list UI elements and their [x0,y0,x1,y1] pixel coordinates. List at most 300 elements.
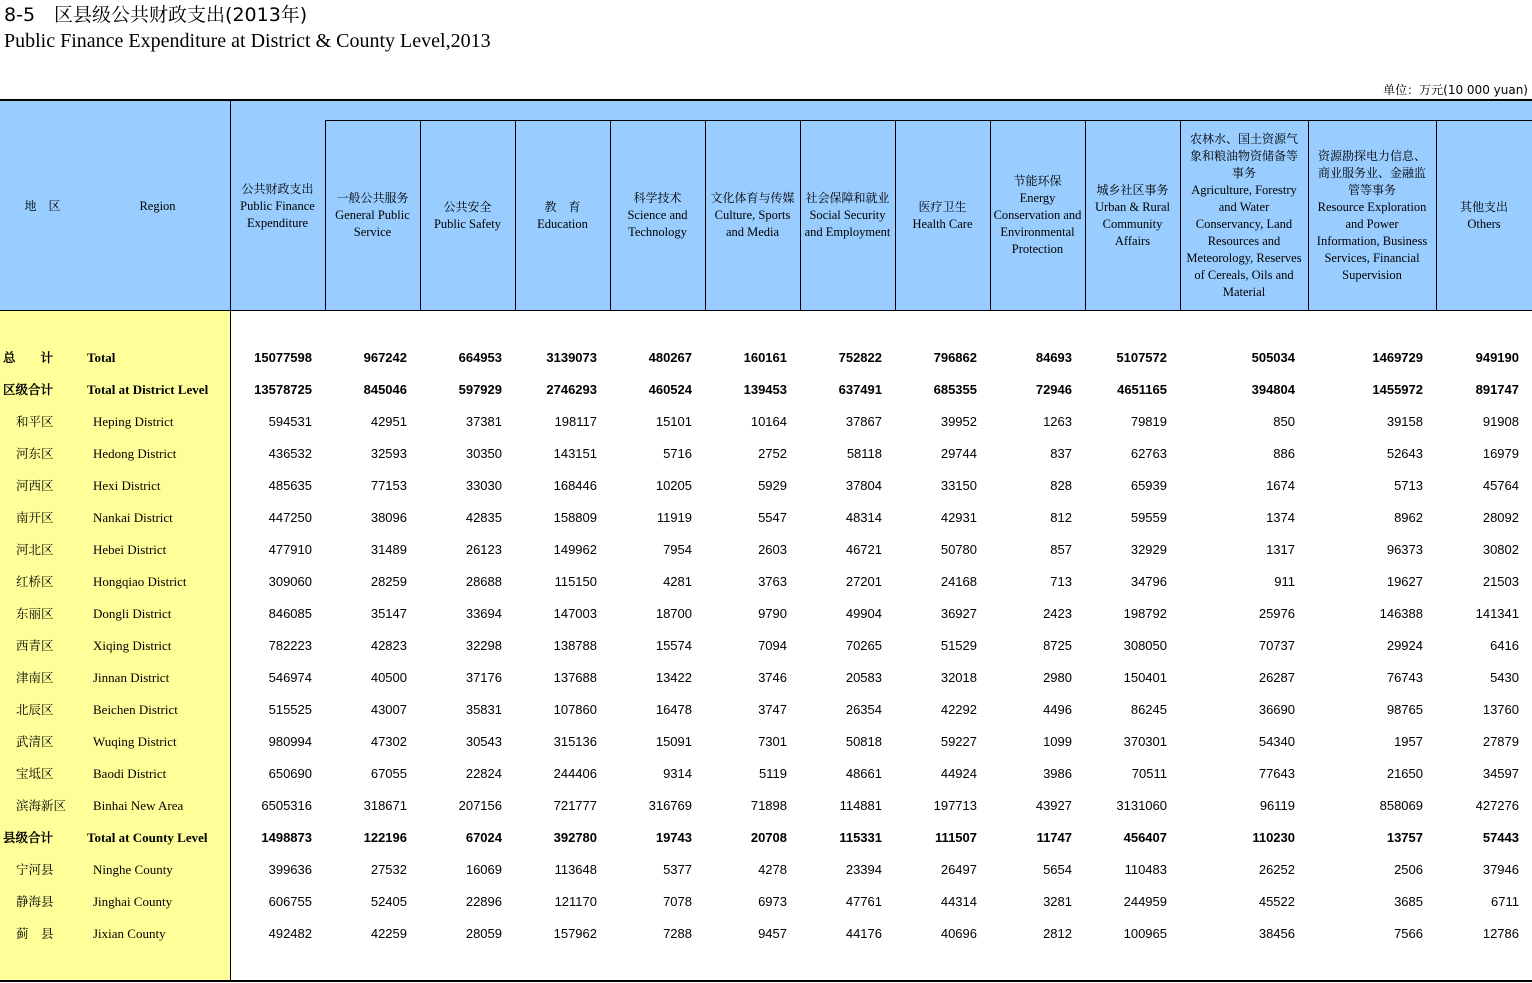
data-cell: 59559 [1130,510,1167,525]
data-cell: 31489 [370,542,407,557]
column-header [515,120,610,311]
data-cell: 15077598 [254,350,312,365]
data-cell: 845046 [363,382,407,397]
data-cell: 6505316 [261,798,312,813]
row-label-zh: 区级合计 [3,382,54,397]
data-cell: 77643 [1258,766,1295,781]
data-cell: 7954 [663,542,692,557]
data-cell: 141341 [1475,606,1519,621]
data-cell: 7301 [758,734,787,749]
data-cell: 2603 [758,542,787,557]
data-cell: 3685 [1394,894,1423,909]
data-cell: 33694 [465,606,502,621]
row-label-en: Ninghe County [93,862,173,877]
row-label-zh: 宁河县 [16,862,54,877]
column-header-en: Culture, Sports and Media [714,208,791,239]
row-label-en: Baodi District [93,766,167,781]
data-cell: 111507 [935,830,977,845]
data-cell: 980994 [268,734,312,749]
data-cell: 39158 [1386,414,1423,429]
row-label-en: Wuqing District [93,734,177,749]
data-cell: 21503 [1482,574,1519,589]
column-header-en: Science and Technology [627,208,688,239]
row-label-zh: 总 计 [3,350,54,365]
table-row [0,534,1532,566]
data-cell: 3986 [1043,766,1072,781]
data-cell: 9790 [758,606,787,621]
data-cell: 28059 [465,926,502,941]
data-cell: 5929 [758,478,787,493]
row-label-zh: 和平区 [16,414,54,429]
column-header-zh: 社会保障和就业 [805,191,890,205]
column-header [325,120,420,311]
row-label-zh: 东丽区 [16,606,54,621]
data-cell: 16069 [465,862,502,877]
data-cell: 122196 [363,830,407,845]
data-cell: 30802 [1482,542,1519,557]
data-cell: 38096 [370,510,407,525]
data-cell: 43927 [1035,798,1072,813]
data-cell: 138788 [553,638,597,653]
column-header [895,120,990,311]
data-cell: 70511 [1131,766,1167,781]
data-cell: 62763 [1130,446,1167,461]
data-cell: 37867 [845,414,882,429]
column-header-en: General Public Service [335,208,410,239]
table-row [0,566,1532,598]
column-header [230,101,325,311]
data-cell: 29924 [1386,638,1423,653]
data-cell: 6416 [1490,638,1519,653]
data-cell: 315136 [553,734,597,749]
table-row [0,438,1532,470]
data-cell: 59227 [940,734,977,749]
column-header-en: Education [537,216,588,231]
data-cell: 399636 [268,862,312,877]
table-row [0,758,1532,790]
data-cell: 16979 [1482,446,1519,461]
row-label-en: Total at County Level [87,830,208,845]
data-cell: 198117 [554,414,597,429]
data-cell: 796862 [933,350,977,365]
row-label-zh: 滨海新区 [16,798,67,813]
data-cell: 5547 [758,510,787,525]
data-cell: 8725 [1043,638,1072,653]
data-cell: 1674 [1266,478,1295,493]
table-bottom-rule [0,980,1532,982]
data-cell: 72946 [1035,382,1072,397]
data-cell: 20708 [750,830,787,845]
data-cell: 309060 [268,574,312,589]
data-cell: 37176 [465,670,502,685]
data-cell: 5377 [663,862,692,877]
data-cell: 42951 [370,414,407,429]
data-cell: 42259 [370,926,407,941]
data-cell: 48314 [845,510,882,525]
data-cell: 812 [1050,510,1072,525]
data-cell: 19627 [1386,574,1423,589]
data-cell: 456407 [1123,830,1167,845]
data-cell: 2980 [1043,670,1072,685]
data-cell: 850 [1273,414,1295,429]
data-cell: 160161 [743,350,787,365]
data-cell: 45764 [1482,478,1519,493]
data-cell: 42823 [370,638,407,653]
data-cell: 98765 [1386,702,1423,717]
row-label-en: Beichen District [93,702,178,717]
row-label-zh: 红桥区 [16,574,54,589]
column-header-en: Social Security and Employment [804,208,891,239]
row-label-en: Jixian County [93,926,166,941]
data-cell: 27532 [370,862,407,877]
data-cell: 967242 [363,350,407,365]
data-cell: 5119 [759,766,787,781]
data-cell: 70265 [845,638,882,653]
data-cell: 39952 [940,414,977,429]
row-label-zh: 静海县 [16,894,54,909]
data-cell: 15091 [655,734,692,749]
data-cell: 32298 [465,638,502,653]
data-cell: 115331 [839,830,882,845]
data-cell: 492482 [268,926,312,941]
page-title-en: Public Finance Expenditure at District & County Level,2013 [4,30,491,52]
data-cell: 20583 [845,670,882,685]
data-cell: 30543 [465,734,502,749]
data-cell: 121170 [554,894,597,909]
data-cell: 685355 [933,382,977,397]
data-cell: 38456 [1258,926,1295,941]
data-cell: 27201 [845,574,882,589]
column-header [1180,120,1308,311]
column-header-en: Energy Conservation and Environmental Protection [993,191,1082,256]
data-cell: 168446 [553,478,597,493]
column-header-en: Urban & Rural Community Affairs [1095,199,1170,248]
data-cell: 752822 [838,350,882,365]
row-label-en: Jinghai County [93,894,173,909]
data-cell: 4281 [663,574,692,589]
data-cell: 35831 [465,702,502,717]
row-label-zh: 宝坻区 [16,766,54,781]
table-row [0,726,1532,758]
data-cell: 782223 [268,638,312,653]
data-cell: 3131060 [1116,798,1167,813]
data-cell: 713 [1050,574,1072,589]
table-row [0,790,1532,822]
row-label-zh: 河北区 [16,542,54,557]
table-row [0,918,1532,950]
data-cell: 47761 [845,894,882,909]
data-cell: 34597 [1482,766,1519,781]
data-cell: 3763 [758,574,787,589]
data-cell: 42835 [465,510,502,525]
data-cell: 44924 [940,766,977,781]
data-cell: 13757 [1386,830,1423,845]
table-row [0,822,1532,854]
data-cell: 858069 [1379,798,1423,813]
row-label-en: Binhai New Area [93,798,184,813]
data-cell: 107860 [553,702,597,717]
data-cell: 460524 [648,382,692,397]
data-cell: 26123 [465,542,502,557]
data-cell: 15101 [655,414,692,429]
data-cell: 18700 [655,606,692,621]
table-row [0,502,1532,534]
column-header [610,120,705,311]
column-header-zh: 公共财政支出 [241,181,314,196]
data-cell: 28688 [465,574,502,589]
row-label-zh: 北辰区 [16,702,54,717]
column-header-en: Public Safety [433,216,501,231]
table-row [0,374,1532,406]
row-label-en: Hongqiao District [93,574,187,589]
table-row [0,406,1532,438]
row-label-zh: 南开区 [16,510,54,525]
data-cell: 84693 [1035,350,1072,365]
data-cell: 36690 [1258,702,1295,717]
row-label-en: Nankai District [93,510,173,525]
row-label-zh: 武清区 [16,734,54,749]
row-label-zh: 蓟 县 [16,926,54,941]
data-cell: 157962 [553,926,597,941]
data-cell: 67024 [465,830,502,845]
data-cell: 857 [1050,542,1072,557]
data-cell: 70737 [1258,638,1295,653]
data-cell: 37804 [845,478,882,493]
data-cell: 828 [1050,478,1072,493]
data-cell: 8962 [1394,510,1423,525]
data-cell: 22896 [465,894,502,909]
data-cell: 143151 [553,446,597,461]
data-cell: 150401 [1123,670,1167,685]
column-header [1085,120,1180,311]
column-header-zh: 节能环保 [1013,174,1062,188]
data-cell: 27879 [1482,734,1519,749]
data-cell: 2423 [1043,606,1072,621]
column-header-en: Others [1467,216,1501,231]
data-cell: 637491 [838,382,882,397]
data-cell: 4278 [758,862,787,877]
data-cell: 1498873 [261,830,312,845]
data-cell: 891747 [1475,382,1519,397]
column-header [990,120,1085,311]
data-cell: 7094 [758,638,787,653]
data-cell: 65939 [1130,478,1167,493]
data-cell: 147003 [553,606,597,621]
data-cell: 91908 [1482,414,1519,429]
data-cell: 110230 [1252,830,1295,845]
data-cell: 546974 [268,670,312,685]
data-cell: 6973 [758,894,787,909]
column-header-en: Health Care [912,216,973,231]
table-row [0,598,1532,630]
table-row [0,470,1532,502]
data-cell: 137688 [553,670,597,685]
data-cell: 100965 [1123,926,1167,941]
data-cell: 480267 [648,350,692,365]
data-cell: 42931 [940,510,977,525]
row-label-zh: 津南区 [16,670,54,685]
column-header-zh: 城乡社区事务 [1096,182,1169,197]
data-cell: 139453 [743,382,787,397]
row-label-zh: 县级合计 [3,830,54,845]
data-cell: 650690 [268,766,312,781]
data-cell: 2746293 [546,382,597,397]
data-cell: 58118 [846,446,882,461]
column-header-en: Agriculture, Forestry and Water Conservancy, Land Resources and Meteorology, Reserves of Cereals, Oils and Material [1186,182,1302,299]
row-label-en: Total at District Level [87,382,209,397]
row-label-en: Hedong District [93,446,177,461]
table-row [0,854,1532,886]
data-cell: 6711 [1491,894,1519,909]
data-cell: 3746 [758,670,787,685]
data-cell: 1263 [1043,414,1072,429]
data-cell: 244959 [1123,894,1167,909]
data-cell: 50780 [940,542,977,557]
data-cell: 86245 [1130,702,1167,717]
data-cell: 52643 [1386,446,1423,461]
data-cell: 11747 [1036,830,1072,845]
data-cell: 394804 [1251,382,1295,397]
data-cell: 46721 [845,542,882,557]
data-cell: 35147 [370,606,407,621]
data-cell: 1455972 [1372,382,1423,397]
data-cell: 113648 [554,862,597,877]
data-cell: 28259 [370,574,407,589]
table-row [0,694,1532,726]
header-region-zh: 地 区 [24,198,61,213]
data-cell: 5430 [1490,670,1519,685]
data-cell: 36927 [940,606,977,621]
data-cell: 37946 [1482,862,1519,877]
data-cell: 2752 [758,446,787,461]
data-cell: 13760 [1482,702,1519,717]
data-cell: 10205 [655,478,692,493]
data-cell: 49904 [845,606,882,621]
data-cell: 52405 [370,894,407,909]
data-cell: 2812 [1043,926,1072,941]
data-cell: 77153 [370,478,407,493]
column-header [705,120,800,311]
data-cell: 5716 [663,446,692,461]
data-cell: 5713 [1394,478,1423,493]
data-cell: 4496 [1043,702,1072,717]
data-cell: 67055 [370,766,407,781]
data-cell: 32929 [1130,542,1167,557]
data-cell: 44314 [940,894,977,909]
column-header-zh: 一般公共服务 [336,191,409,205]
data-cell: 96119 [1259,798,1295,813]
data-cell: 886 [1273,446,1295,461]
data-cell: 3747 [758,702,787,717]
data-cell: 594531 [268,414,312,429]
data-cell: 5654 [1043,862,1072,877]
data-cell: 10164 [750,414,787,429]
data-cell: 837 [1050,446,1072,461]
data-cell: 505034 [1251,350,1295,365]
data-cell: 44176 [845,926,882,941]
column-header-zh: 教 育 [544,199,581,214]
data-cell: 29744 [940,446,977,461]
data-cell: 7566 [1394,926,1423,941]
data-cell: 32018 [940,670,977,685]
data-cell: 1374 [1266,510,1295,525]
data-cell: 110483 [1124,862,1167,877]
data-cell: 43007 [370,702,407,717]
page-title-zh: 8-5 区县级公共财政支出(2013年) [4,4,308,26]
table-row [0,630,1532,662]
data-cell: 846085 [268,606,312,621]
data-cell: 316769 [648,798,692,813]
data-cell: 26252 [1258,862,1295,877]
data-cell: 96373 [1386,542,1423,557]
data-cell: 114881 [839,798,882,813]
data-cell: 477910 [268,542,312,557]
data-cell: 23394 [845,862,882,877]
data-cell: 25976 [1258,606,1295,621]
data-cell: 30350 [465,446,502,461]
data-cell: 1099 [1043,734,1072,749]
data-cell: 26287 [1258,670,1295,685]
data-cell: 370301 [1123,734,1167,749]
row-label-zh: 河东区 [16,446,54,461]
data-cell: 2506 [1394,862,1423,877]
data-cell: 4651165 [1117,382,1167,397]
row-label-en: Xiqing District [93,638,172,653]
data-cell: 32593 [370,446,407,461]
data-cell: 485635 [268,478,312,493]
column-header-zh: 农林水、国土资源气象和粮油物资储备等事务 [1189,131,1298,180]
data-cell: 76743 [1386,670,1423,685]
data-cell: 664953 [458,350,502,365]
data-cell: 33030 [465,478,502,493]
data-cell: 19743 [655,830,692,845]
data-cell: 606755 [268,894,312,909]
row-label-en: Hebei District [93,542,167,557]
data-cell: 597929 [458,382,502,397]
data-cell: 57443 [1482,830,1519,845]
data-cell: 33150 [940,478,977,493]
row-label-en: Dongli District [93,606,172,621]
data-cell: 13578725 [254,382,312,397]
data-cell: 1469729 [1372,350,1423,365]
row-label-en: Heping District [93,414,174,429]
data-cell: 26497 [940,862,977,877]
data-cell: 115150 [554,574,597,589]
column-header [1436,120,1532,311]
unit-label: 单位：万元(10 000 yuan) [1383,83,1528,97]
column-header-zh: 公共安全 [443,199,492,214]
column-header-zh: 科学技术 [633,191,682,205]
data-cell: 22824 [465,766,502,781]
data-cell: 911 [1274,574,1295,589]
data-cell: 26354 [845,702,882,717]
data-cell: 54340 [1258,734,1295,749]
data-cell: 40696 [940,926,977,941]
data-cell: 34796 [1130,574,1167,589]
data-cell: 50818 [845,734,882,749]
data-cell: 48661 [845,766,882,781]
data-cell: 12786 [1482,926,1519,941]
column-header [420,120,515,311]
data-cell: 146388 [1379,606,1423,621]
column-header-en: Resource Exploration and Power Information, Business Services, Financial Supervision [1316,199,1428,282]
data-cell: 721777 [553,798,597,813]
data-cell: 5107572 [1116,350,1167,365]
data-cell: 42292 [940,702,977,717]
row-label-en: Jinnan District [93,670,170,685]
data-cell: 308050 [1123,638,1167,653]
data-cell: 436532 [268,446,312,461]
